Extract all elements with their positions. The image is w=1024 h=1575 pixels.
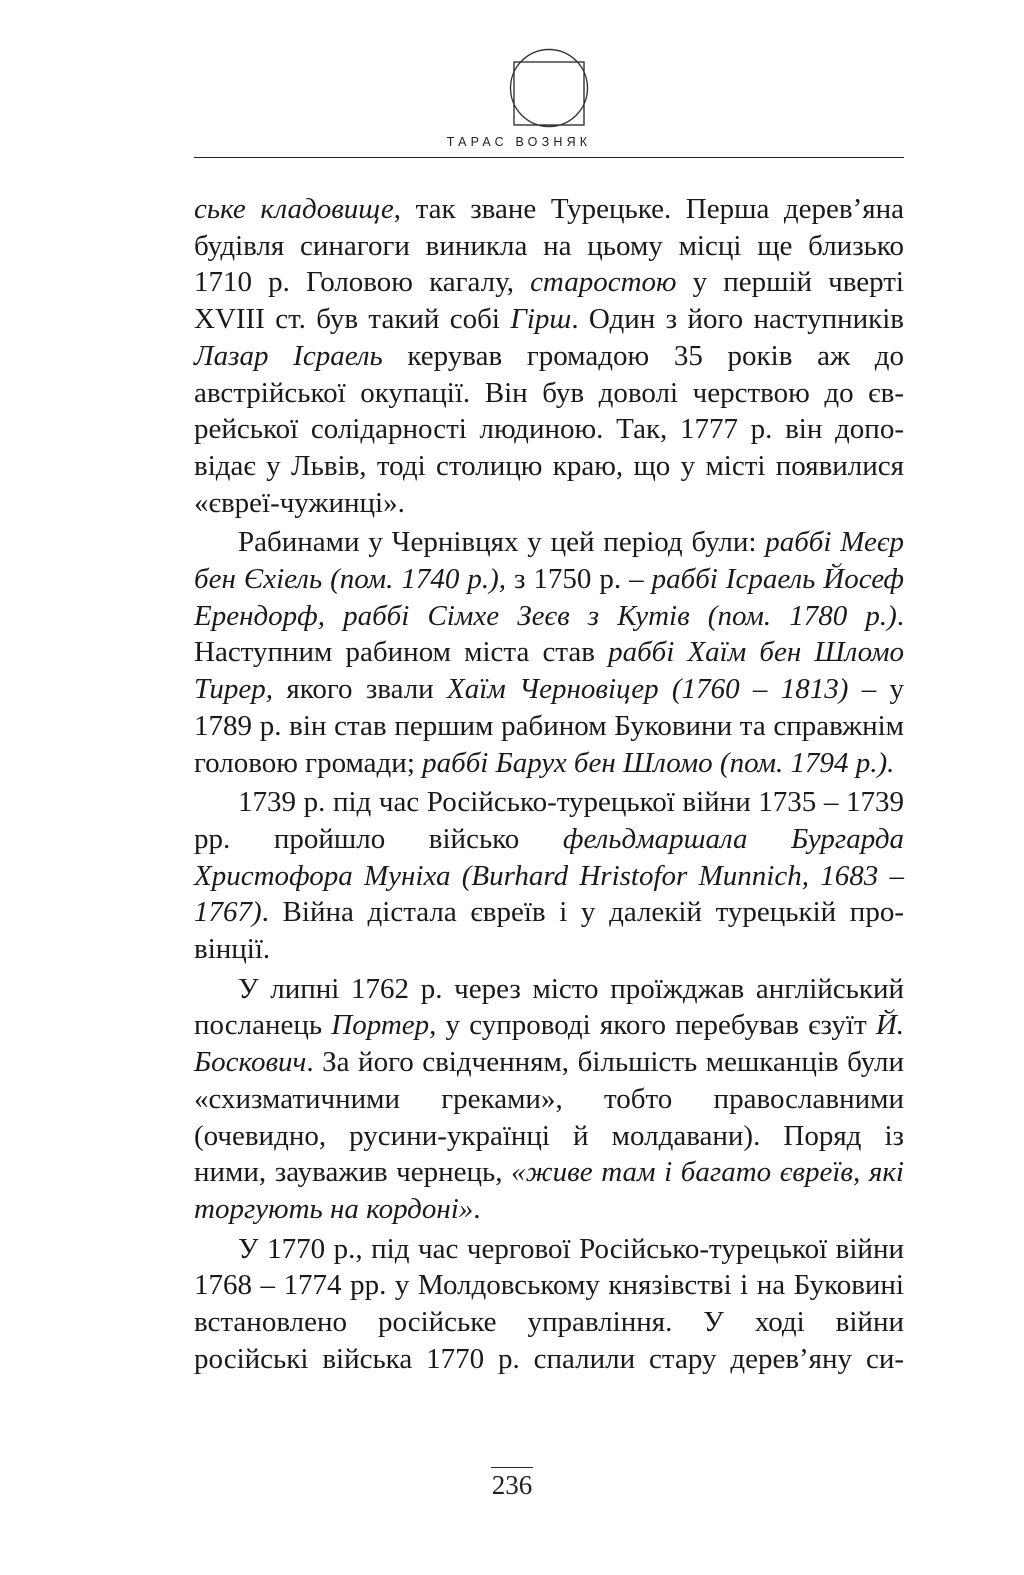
body-text-run: . Війна дістала євреїв і у далекій турецькій провінції.	[194, 896, 904, 966]
publisher-logo	[509, 48, 589, 128]
body-text-run: Рабинами у Чернівцях у цей період були:	[238, 526, 766, 559]
italic-text: Портер	[331, 1009, 430, 1042]
paragraph	[194, 971, 904, 1228]
header-rule	[194, 157, 904, 158]
italic-text: фельдмаршала Бургарда Христофора Муніха (Burhard Hristofor Munnich, 1683 – 1767)	[194, 822, 905, 929]
paragraph	[194, 1231, 904, 1378]
running-header-title: ТАРАС ВОЗНЯК	[446, 135, 592, 149]
body-text-run: керував громадою 35 років аж до австрійської окупації. Він був доволі черствою до єврейської солідарності людиною. Так, 1777 р. він доповідає у Львів, тоді столицю краю, що у місті появилися «євреї-чужинці».	[194, 339, 904, 519]
italic-text: раббі Хаїм бен Шломо Тирер,	[194, 636, 905, 706]
italic-text: раббі Барух бен Шломо (пом. 1794 р.).	[422, 746, 895, 779]
italic-text: Гірш	[510, 303, 572, 336]
body-text-run: У 1770 р., під час чергової Російсько-турецької війни 1768 – 1774 рр. у Молдовському князівстві і на Буковині встановлено російське управління. У ході війни російські війська 1770 р. спалили стару дерев’яну си-	[194, 1232, 904, 1375]
italic-text: Хаїм Черновіцер (1760 – 1813)	[447, 673, 849, 706]
body-text-run: . Наступним рабином міста став	[194, 599, 904, 669]
body-text-run: з 1750 р. –	[506, 563, 652, 596]
italic-text: «живе там і багато євреїв, які торгують на кордоні»	[194, 1156, 904, 1225]
italic-text: Лазар Ісраель	[194, 339, 383, 372]
body-text-run: , у супроводі якого перебував єзуїт	[429, 1009, 876, 1042]
italic-text: Й. Боскович	[194, 1009, 905, 1079]
body-text-run: У липні 1762 р. через місто проїжджав англійський посланець	[194, 972, 904, 1042]
italic-text: раббі Меєр бен Єхіель (пом. 1740 р.),	[194, 526, 904, 596]
italic-text: раббі Ісраель Йосеф Ерендорф, раббі Сімхе Зеєв з Кутів (пом. 1780 р.)	[194, 563, 904, 632]
body-text-run: – у 1789 р. він став першим рабином Буковини та справжнім головою громади;	[194, 673, 905, 779]
body-text-run: якого звали	[273, 673, 448, 706]
body-text-run: .	[473, 1192, 481, 1225]
paragraph	[194, 524, 904, 781]
page-number	[0, 1467, 1024, 1501]
italic-text: ське кладовище	[194, 193, 394, 225]
paragraph	[194, 191, 904, 521]
paragraph	[194, 784, 904, 968]
body-text-run: , так зване Турецьке. Перша дерев’яна будівля синагоги виникла на цьому місці ще близько 1710 р. Головою кагалу,	[194, 193, 904, 299]
body-text-run: у першій чверті XVIII ст. був такий собі	[194, 266, 904, 336]
page-number-label: 236	[491, 1467, 534, 1500]
body-text-run: . Один з його наступників	[571, 303, 904, 336]
body-text	[194, 191, 904, 1378]
body-text-run: 1739 р. під час Російсько-турецької війни 1735 – 1739 рр. пройшло військо	[194, 786, 904, 855]
italic-text: старостою	[530, 266, 677, 299]
body-text-run: . За його свідченням, більшість мешканців були «схизматичними греками», тобто православними (очевидно, русини-українці й молдавани). Поряд із ними, зауважив чернець,	[194, 1046, 904, 1189]
